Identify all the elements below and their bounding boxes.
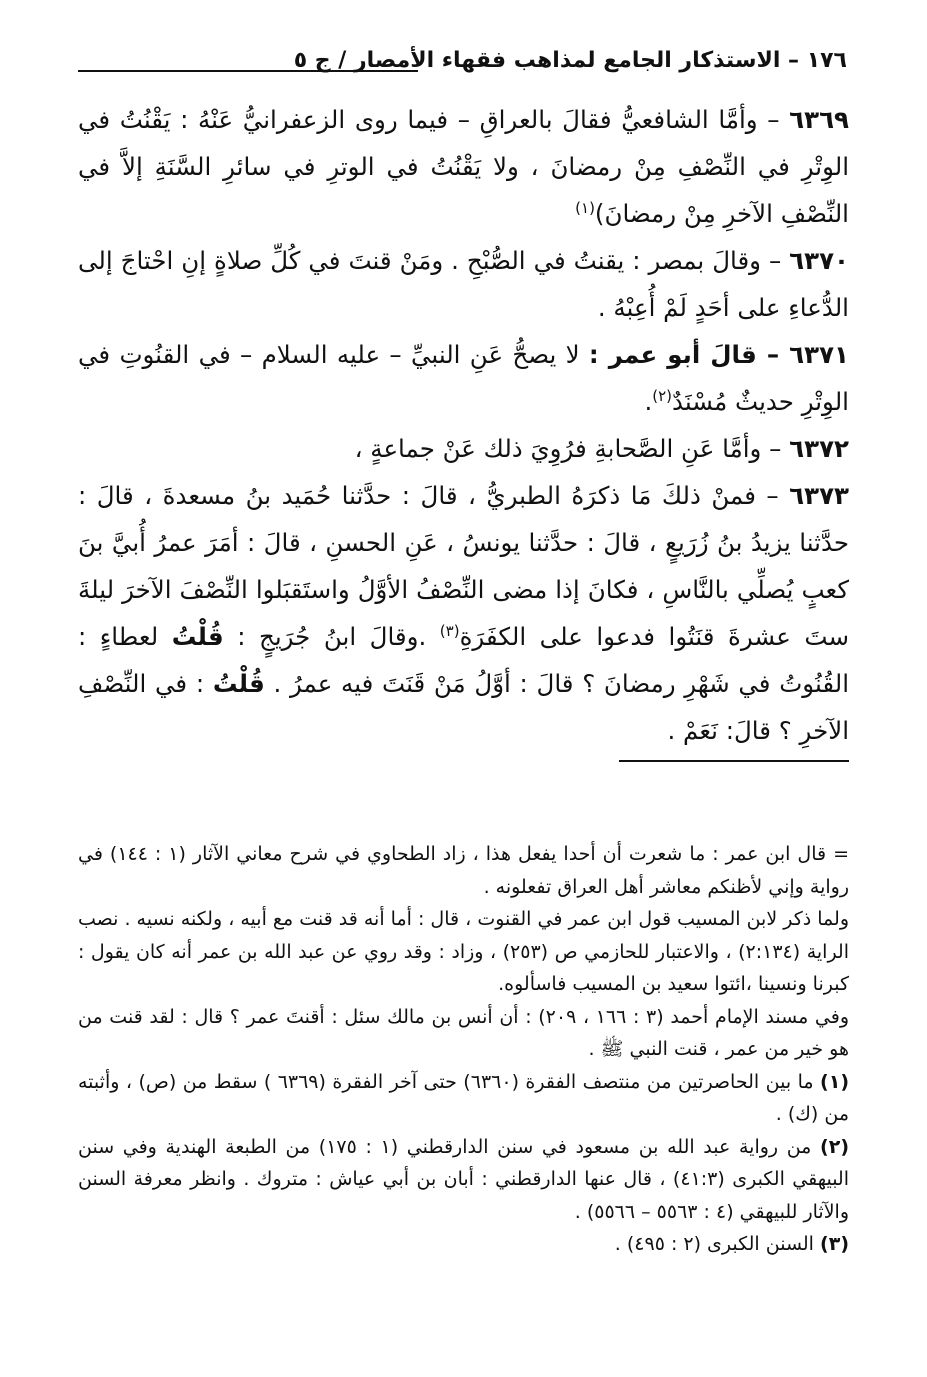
paragraph-text: لا يصحُّ عَنِ النبيِّ – عليه السلام – في القنُوتِ في الوِتْرِ حديثٌ مُسْنَدٌ bbox=[78, 340, 849, 416]
speaker-label: – قالَ أبو عمر : bbox=[588, 340, 790, 369]
emphasis: قُلْتُ bbox=[171, 622, 224, 651]
footnote-text: من رواية عبد الله بن مسعود في سنن الدارقطني (١ : ١٧٥) من الطبعة الهندية وفي سنن البيهقي الكبرى (٤١:٣) ، قال عنها الدارقطني : أبان بن أبي عياش : متروك . وانظر معرفة السنن والآثار للبيهقي (٤ : ٥٥٦٣ – ٥٥٦٦) . bbox=[78, 1135, 850, 1223]
paragraph-number: ٦٣٧٢ bbox=[789, 434, 849, 463]
footnote-continued: وفي مسند الإمام أحمد (٣ : ١٦٦ ، ٢٠٩) : أن أنس بن مالك سئل : أقنتَ عمر ؟ قال : لقد قنت من هو خير من عمر ، قنت النبي ﷺ . bbox=[78, 1005, 850, 1060]
paragraph-text: : في النِّصْفِ الآخرِ ؟ قالَ: نَعَمْ . bbox=[78, 669, 849, 745]
paragraph-6373 bbox=[78, 472, 849, 754]
footnote-ref-1[interactable]: (١) bbox=[575, 198, 595, 217]
paragraph-text: – فمنْ ذلكَ مَا ذكرَهُ الطبريُّ ، قالَ : حدَّثنا حُمَيد بنُ مسعدةَ ، قالَ : حدَّثنا يزيدُ بنُ زُرَيعٍ ، قالَ : حدَّثنا يونسُ ، عَنِ الحسنِ ، قالَ : أمَرَ عمرُ أُبيَّ بنَ كعبٍ يُصلِّي بالنَّاسِ ، فكانَ إذا مضى النِّصْفُ الأوَّلُ واستَقبَلوا النِّصْفَ الآخرَ ليلةَ ستَ عشرةَ قنَتُوا فدعوا على الكفَرَةِ bbox=[78, 481, 849, 651]
footnote-3 bbox=[78, 1228, 849, 1261]
paragraph-end: . bbox=[644, 387, 653, 416]
footnote-mark: (٣) bbox=[820, 1233, 849, 1255]
paragraph-number: ٦٣٧٣ bbox=[789, 481, 849, 510]
footnote-ref-2[interactable]: (٢) bbox=[652, 386, 673, 405]
footnote-1 bbox=[78, 1066, 849, 1131]
paragraph-number: ٦٣٧١ bbox=[789, 340, 849, 369]
paragraph-text: .وقالَ ابنُ جُرَيجٍ : bbox=[223, 622, 440, 651]
paragraph-text: لعطاءٍ : القُنُوتُ في شَهْرِ رمضانَ ؟ قالَ : أوَّلُ مَنْ قَنَتَ فيه عمرُ . bbox=[78, 622, 850, 698]
footnote-continued: = قال ابن عمر : ما شعرت أن أحدا يفعل هذا ، زاد الطحاوي في شرح معاني الآثار (١ : ١٤٤) في رواية وإني لأظنكم معاشر أهل العراق تفعلونه . bbox=[78, 843, 849, 898]
footnote-2 bbox=[78, 1131, 849, 1229]
footnote-text: ما بين الحاصرتين من منتصف الفقرة (٦٣٦٠) حتى آخر الفقرة (٦٣٦٩ ) سقط من (ص) ، وأثبته من (ك) . bbox=[78, 1070, 849, 1125]
paragraph-6371 bbox=[78, 331, 849, 425]
footnote-separator bbox=[619, 760, 849, 762]
paragraph-6372 bbox=[78, 425, 849, 472]
footnote-mark: (١) bbox=[820, 1070, 849, 1093]
paragraph-text: – وأمَّا الشافعيُّ فقالَ بالعراقِ – فيما روى الزعفرانيُّ عَنْهُ : يَقْنُتُ في الوِتْرِ في النِّصْفِ مِنْ رمضانَ ، ولا يَقْنُتُ في الوترِ في سائرِ السَّنَةِ إلاَّ في النِّصْفِ الآخرِ مِنْ رمضانَ) bbox=[78, 105, 849, 228]
emphasis: قُلْتُ bbox=[212, 669, 265, 698]
paragraph-6370 bbox=[78, 237, 849, 331]
footnote-mark: (٢) bbox=[820, 1135, 849, 1158]
paragraph-number: ٦٣٦٩ bbox=[789, 105, 849, 134]
paragraph-6369 bbox=[78, 96, 849, 237]
footnotes bbox=[78, 838, 849, 1261]
main-text bbox=[78, 96, 849, 770]
footnote-ref-3[interactable]: (٣) bbox=[439, 621, 460, 640]
header-rule bbox=[78, 70, 418, 72]
paragraph-number: ٦٣٧٠ bbox=[789, 246, 849, 275]
footnote-continued: ولما ذكر لابن المسيب قول ابن عمر في القنوت ، قال : أما أنه قد قنت مع أبيه ، ولكنه نسيه . نصب الراية (٢:١٣٤) ، والاعتبار للحازمي ص (٢٥٣) ، وزاد : وقد روي عن عبد الله بن عمر أنه كان يقول : كبرنا ونسينا ،ائتوا سعيد بن المسيب فاسألوه. bbox=[78, 908, 849, 995]
paragraph-text: – وقالَ بمصر : يقنتُ في الصُّبْحِ . ومَنْ قنتَ في كُلِّ صلاةٍ إنِ احْتاجَ إلى الدُّعاءِ على أحَدٍ لَمْ أُعِبْهُ . bbox=[78, 246, 849, 322]
running-title: ١٧٦ – الاستذكار الجامع لمذاهب فقهاء الأمصار / ج ٥ bbox=[293, 48, 847, 73]
paragraph-text: – وأمَّا عَنِ الصَّحابةِ فرُوِيَ ذلك عَنْ جماعةٍ ، bbox=[354, 434, 790, 463]
footnote-text: السنن الكبرى (٢ : ٤٩٥) . bbox=[614, 1233, 821, 1255]
